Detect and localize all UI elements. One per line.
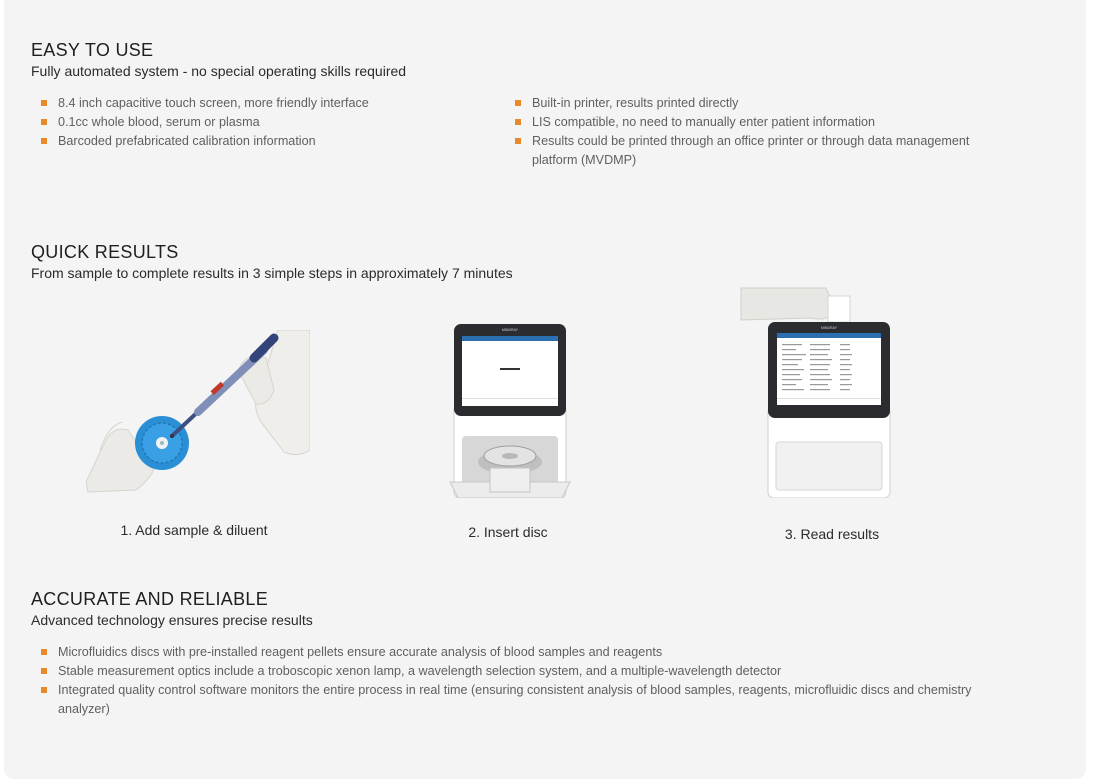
quick-heading: QUICK RESULTS (31, 242, 179, 262)
bullet-square-icon (515, 100, 521, 106)
accurate-heading: ACCURATE AND RELIABLE (31, 589, 269, 609)
pipette-sample-illustration (78, 330, 310, 496)
step-insert-disc (392, 322, 624, 541)
step-3-label: 3. Read results (784, 526, 880, 542)
step-add-sample (78, 330, 310, 539)
step-read-results (716, 286, 948, 543)
easy-left-list (31, 94, 501, 151)
list-item: Results could be printed through an office printer or through data management platform (MVDMP) (505, 132, 1005, 170)
step-2-label: 2. Insert disc (468, 524, 548, 540)
bullet-square-icon (41, 668, 47, 674)
bullet-square-icon (41, 138, 47, 144)
device-brand-text: MINDRAY (821, 326, 837, 330)
analyzer-printout-illustration (716, 286, 948, 498)
bullet-square-icon (41, 649, 47, 655)
list-item: Integrated quality control software monitors the entire process in real time (ensuring consistent analysis of blood samples, reagents, microfluidic discs and chemistry analyzer) (31, 681, 991, 719)
accurate-subtitle: Advanced technology ensures precise results (31, 612, 313, 628)
list-item: Stable measurement optics include a troboscopic xenon lamp, a wavelength selection system, and a multiple-wavelength detector (31, 662, 991, 681)
device-brand-text: MINDRAY (502, 328, 518, 332)
bullet-square-icon (41, 687, 47, 693)
list-item: 8.4 inch capacitive touch screen, more friendly interface (31, 94, 501, 113)
accurate-section (31, 588, 1051, 630)
bullet-square-icon (41, 119, 47, 125)
bullet-square-icon (41, 100, 47, 106)
bullet-square-icon (515, 119, 521, 125)
analyzer-open-tray-illustration (392, 322, 624, 498)
easy-to-use-section (31, 39, 1051, 81)
step-1-label: 1. Add sample & diluent (120, 522, 268, 538)
list-item: 0.1cc whole blood, serum or plasma (31, 113, 501, 132)
list-item: Barcoded prefabricated calibration information (31, 132, 501, 151)
easy-subtitle: Fully automated system - no special operating skills required (31, 63, 407, 79)
list-item: LIS compatible, no need to manually enter patient information (505, 113, 1005, 132)
easy-heading: EASY TO USE (31, 40, 154, 60)
quick-results-section (31, 241, 1051, 283)
easy-right-list (505, 94, 1005, 170)
bullet-square-icon (515, 138, 521, 144)
accurate-list (31, 643, 991, 719)
list-item: Built-in printer, results printed directly (505, 94, 1005, 113)
quick-subtitle: From sample to complete results in 3 simple steps in approximately 7 minutes (31, 265, 513, 281)
list-item: Microfluidics discs with pre-installed reagent pellets ensure accurate analysis of blood samples and reagents (31, 643, 991, 662)
